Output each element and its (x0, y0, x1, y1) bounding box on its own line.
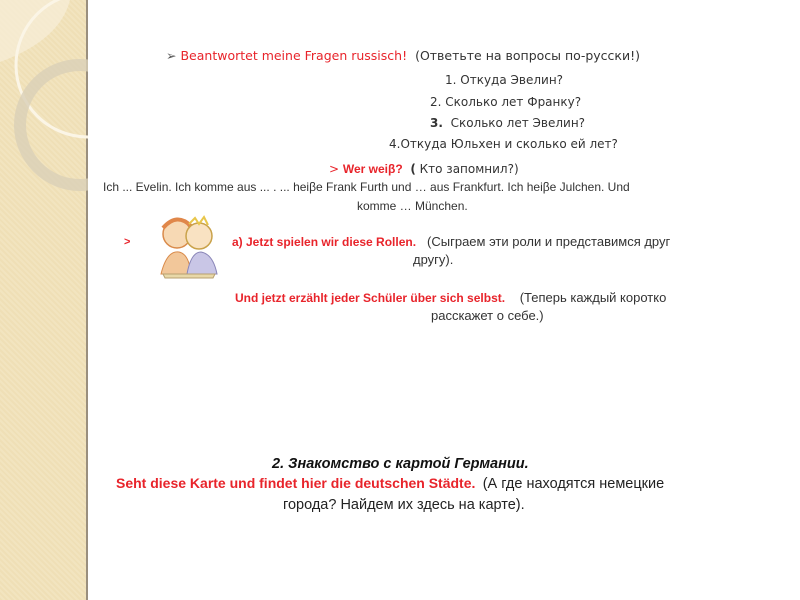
kids-reading-image (155, 212, 221, 282)
roles-title-de: a) Jetzt spielen wir diese Rollen. (232, 235, 417, 249)
roles-title-ru-cont: другу). (413, 252, 454, 267)
task1-title-ru: (Ответьте на вопросы по-русски!) (415, 48, 640, 63)
decorative-circles-icon (0, 0, 88, 200)
wer-weiss-title-ru: Кто запомнил?) (419, 162, 519, 176)
wer-weiss-line-2: komme … München. (357, 199, 468, 213)
roles-marker: > (124, 236, 131, 248)
question-2: 2. Сколько лет Франку? (430, 95, 582, 109)
question-1: 1. Откуда Эвелин? (445, 73, 564, 87)
wer-weiss-heading (329, 162, 519, 176)
wer-weiss-line-1: Ich ... Evelin. Ich komme aus ... . ... heiβe Frank Furth und … aus Frankfurt. Ich heiβe Julchen. Und (103, 180, 630, 194)
self-heading (235, 290, 666, 305)
question-3 (430, 116, 585, 130)
task1-heading (166, 48, 640, 63)
roles-title-ru: (Сыграем эти роли и представимся друг (427, 234, 671, 249)
wer-weiss-paren: ( (410, 162, 416, 176)
wer-weiss-marker: > (329, 162, 340, 176)
task2-heading: 2. Знакомство с картой Германии. (272, 456, 529, 472)
question-3-number: 3. (430, 116, 443, 130)
wer-weiss-title-de: Wer weiβ? (342, 162, 403, 176)
task2-title-ru-cont: города? Найдем их здесь на карте). (283, 497, 525, 513)
task2-instruction (116, 475, 664, 492)
question-3-text: Сколько лет Эвелин? (450, 116, 586, 130)
self-title-ru: (Теперь каждый коротко (519, 290, 667, 305)
self-title-de: Und jetzt erzählt jeder Schüler über sich selbst. (235, 291, 506, 305)
task2-title-de: Seht diese Karte und findet hier die deutschen Städte. (116, 475, 476, 491)
task1-title-de: Beantwortet meine Fragen russisch! (180, 48, 408, 63)
task2-title-ru: (А где находятся немецкие (482, 476, 665, 492)
question-4: 4.Откуда Юльхен и сколько ей лет? (389, 137, 618, 151)
decorative-sidebar (0, 0, 88, 600)
self-title-ru-cont: расскажет о себе.) (431, 308, 544, 323)
roles-heading (232, 234, 670, 249)
arrow-bullet-icon: ➢ (166, 48, 177, 63)
